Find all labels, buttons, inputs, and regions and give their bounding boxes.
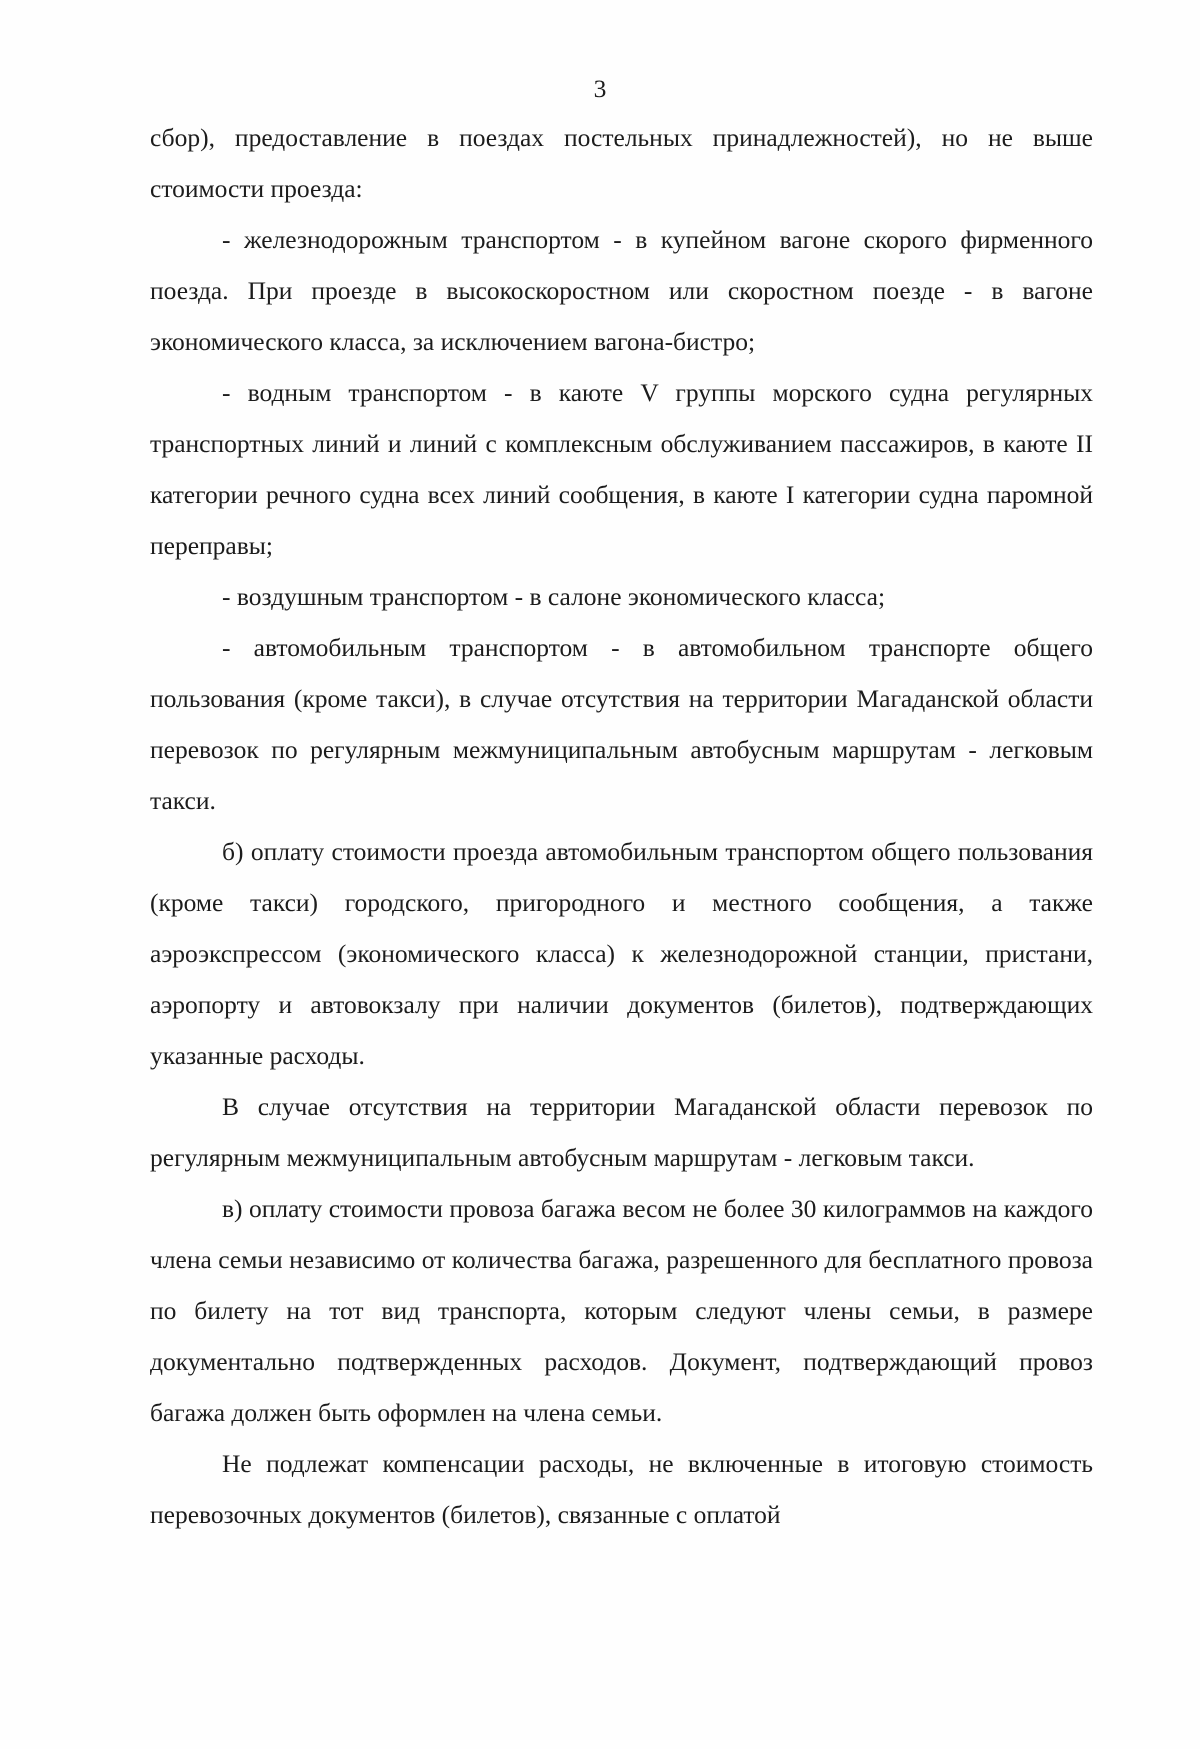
page-number: 3	[593, 74, 607, 103]
paragraph-fee-continuation: сбор), предоставление в поездах постельных принадлежностей), но не выше стоимости проезда:	[150, 123, 1093, 203]
paragraph-item-v-baggage: в) оплату стоимости провоза багажа весом не более 30 килограммов на каждого члена семьи независимо от количества багажа, разрешенного для бесплатного провоза по билету на тот вид транспорта, которым следуют члены семьи, в размере документально подтвержденных расходов. Документ, подтверждающий провоз багажа должен быть оформлен на члена семьи.	[150, 1194, 1093, 1427]
paragraph-water: - водным транспортом - в каюте V группы морского судна регулярных транспортных линий и линий с комплексным обслуживанием пассажиров, в каюте II категории речного судна всех линий сообщения, в каюте I категории судна паромной переправы;	[150, 378, 1093, 560]
paragraph-road: - автомобильным транспортом - в автомобильном транспорте общего пользования (кроме такси), в случае отсутствия на территории Магаданской области перевозок по регулярным межмуниципальным автобусным маршрутам - легковым такси.	[150, 633, 1093, 815]
document-body	[150, 112, 1093, 1540]
paragraph-railway: - железнодорожным транспортом - в купейном вагоне скорого фирменного поезда. При проезде в высокоскоростном или скоростном поезде - в вагоне экономического класса, за исключением вагона-бистро;	[150, 225, 1093, 356]
paragraph-taxi-case: В случае отсутствия на территории Магаданской области перевозок по регулярным межмуниципальным автобусным маршрутам - легковым такси.	[150, 1092, 1093, 1172]
paragraph-not-compensated: Не подлежат компенсации расходы, не включенные в итоговую стоимость перевозочных документов (билетов), связанные с оплатой	[150, 1449, 1093, 1529]
paragraph-item-b: б) оплату стоимости проезда автомобильным транспортом общего пользования (кроме такси) городского, пригородного и местного сообщения, а также аэроэкспрессом (экономического класса) к железнодорожной станции, пристани, аэропорту и автовокзалу при наличии документов (билетов), подтверждающих указанные расходы.	[150, 837, 1093, 1070]
paragraph-air: - воздушным транспортом - в салоне экономического класса;	[222, 582, 886, 611]
